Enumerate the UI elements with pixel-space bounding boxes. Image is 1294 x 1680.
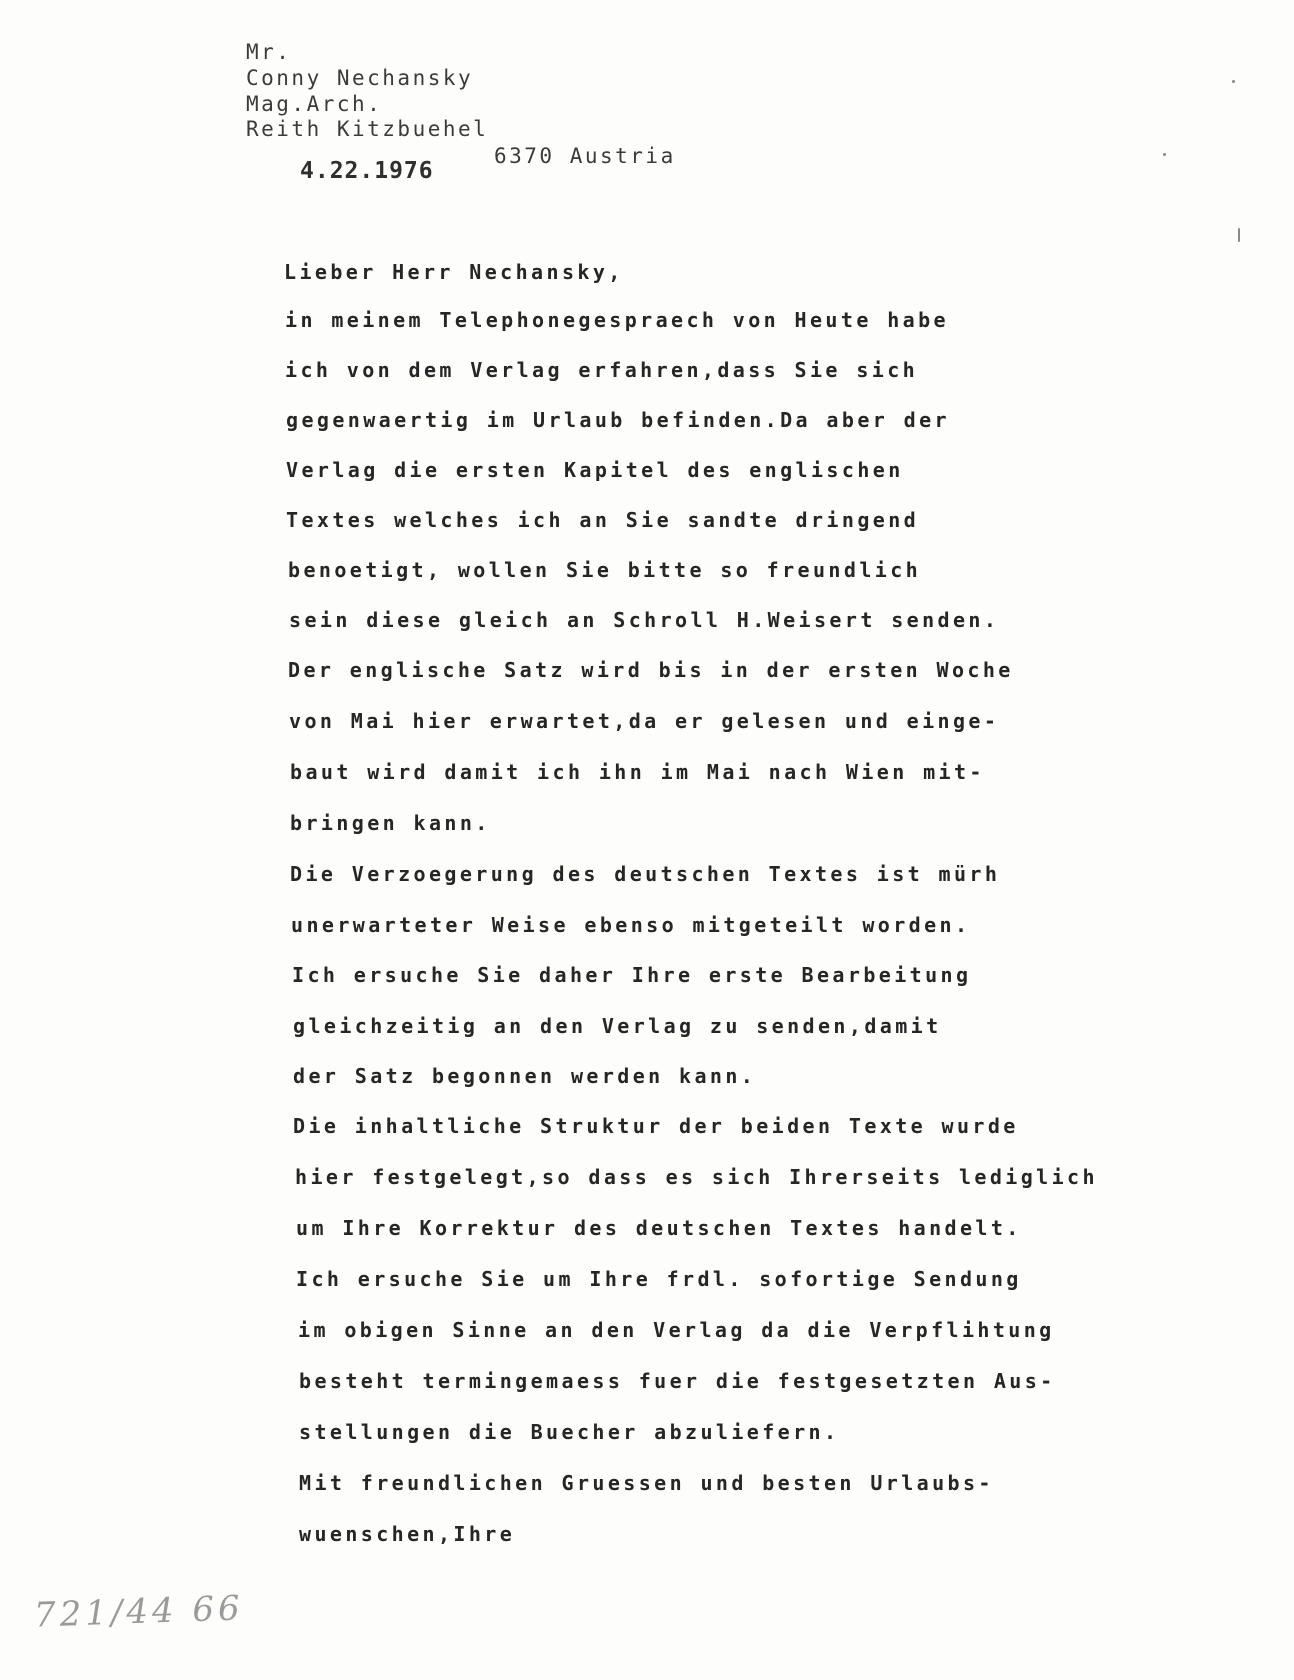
archive-pencil-note: 721/44 66 [33, 1588, 245, 1636]
letter-line: im obigen Sinne an den Verlag da die Verpflihtung [298, 1318, 1055, 1342]
letter-line: ich von dem Verlag erfahren,dass Sie sich [285, 358, 919, 382]
letter-line: benoetigt, wollen Sie bitte so freundlich [288, 558, 922, 582]
scan-speck [1238, 228, 1240, 242]
letter-greeting: Lieber Herr Nechansky, [284, 260, 624, 284]
letter-line: gegenwaertig im Urlaub befinden.Da aber der [286, 408, 950, 432]
letter-line: der Satz begonnen werden kann. [293, 1064, 757, 1088]
recipient-salutation-title: Mr. [246, 40, 292, 64]
letter-line: sein diese gleich an Schroll H.Weisert senden. [289, 608, 1000, 632]
letter-line: baut wird damit ich ihn im Mai nach Wien mit- [290, 760, 985, 784]
letter-line: Der englische Satz wird bis in der ersten Woche [288, 658, 1014, 682]
recipient-town: Reith Kitzbuehel [246, 117, 489, 141]
letter-line: stellungen die Buecher abzuliefern. [299, 1420, 840, 1444]
letter-line: unerwarteter Weise ebenso mitgeteilt worden. [291, 913, 971, 937]
recipient-name: Conny Nechansky [246, 66, 474, 90]
letter-line: hier festgelegt,so dass es sich Ihrerseits lediglich [295, 1165, 1098, 1189]
letter-line: von Mai hier erwartet,da er gelesen und einge- [289, 709, 1000, 733]
scan-speck [1232, 80, 1235, 83]
letter-line: gleichzeitig an den Verlag zu senden,damit [293, 1014, 942, 1038]
letter-line: bringen kann. [290, 811, 491, 835]
scan-speck [1163, 153, 1166, 156]
letter-closing: Mit freundlichen Gruessen und besten Urlaubs- [299, 1471, 994, 1495]
letter-closing-signoff: wuenschen,Ihre [299, 1522, 516, 1546]
letter-line: Die Verzoegerung des deutschen Textes ist mürh [290, 862, 1001, 886]
letter-line: in meinem Telephonegespraech von Heute habe [285, 308, 949, 332]
letter-line: Die inhaltliche Struktur der beiden Texte wurde [293, 1114, 1019, 1138]
letter-line: Ich ersuche Sie daher Ihre erste Bearbeitung [292, 963, 972, 987]
recipient-degree: Mag.Arch. [246, 92, 383, 116]
letter-line: Verlag die ersten Kapitel des englischen [286, 458, 904, 482]
letter-date: 4.22.1976 [300, 158, 434, 184]
letter-line: um Ihre Korrektur des deutschen Textes handelt. [296, 1216, 1022, 1240]
letter-line: Ich ersuche Sie um Ihre frdl. sofortige Sendung [296, 1267, 1022, 1291]
letter-line: Textes welches ich an Sie sandte dringend [286, 508, 920, 532]
letter-line: besteht termingemaess fuer die festgesetzten Aus- [299, 1369, 1056, 1393]
recipient-postal-country: 6370 Austria [494, 144, 676, 168]
